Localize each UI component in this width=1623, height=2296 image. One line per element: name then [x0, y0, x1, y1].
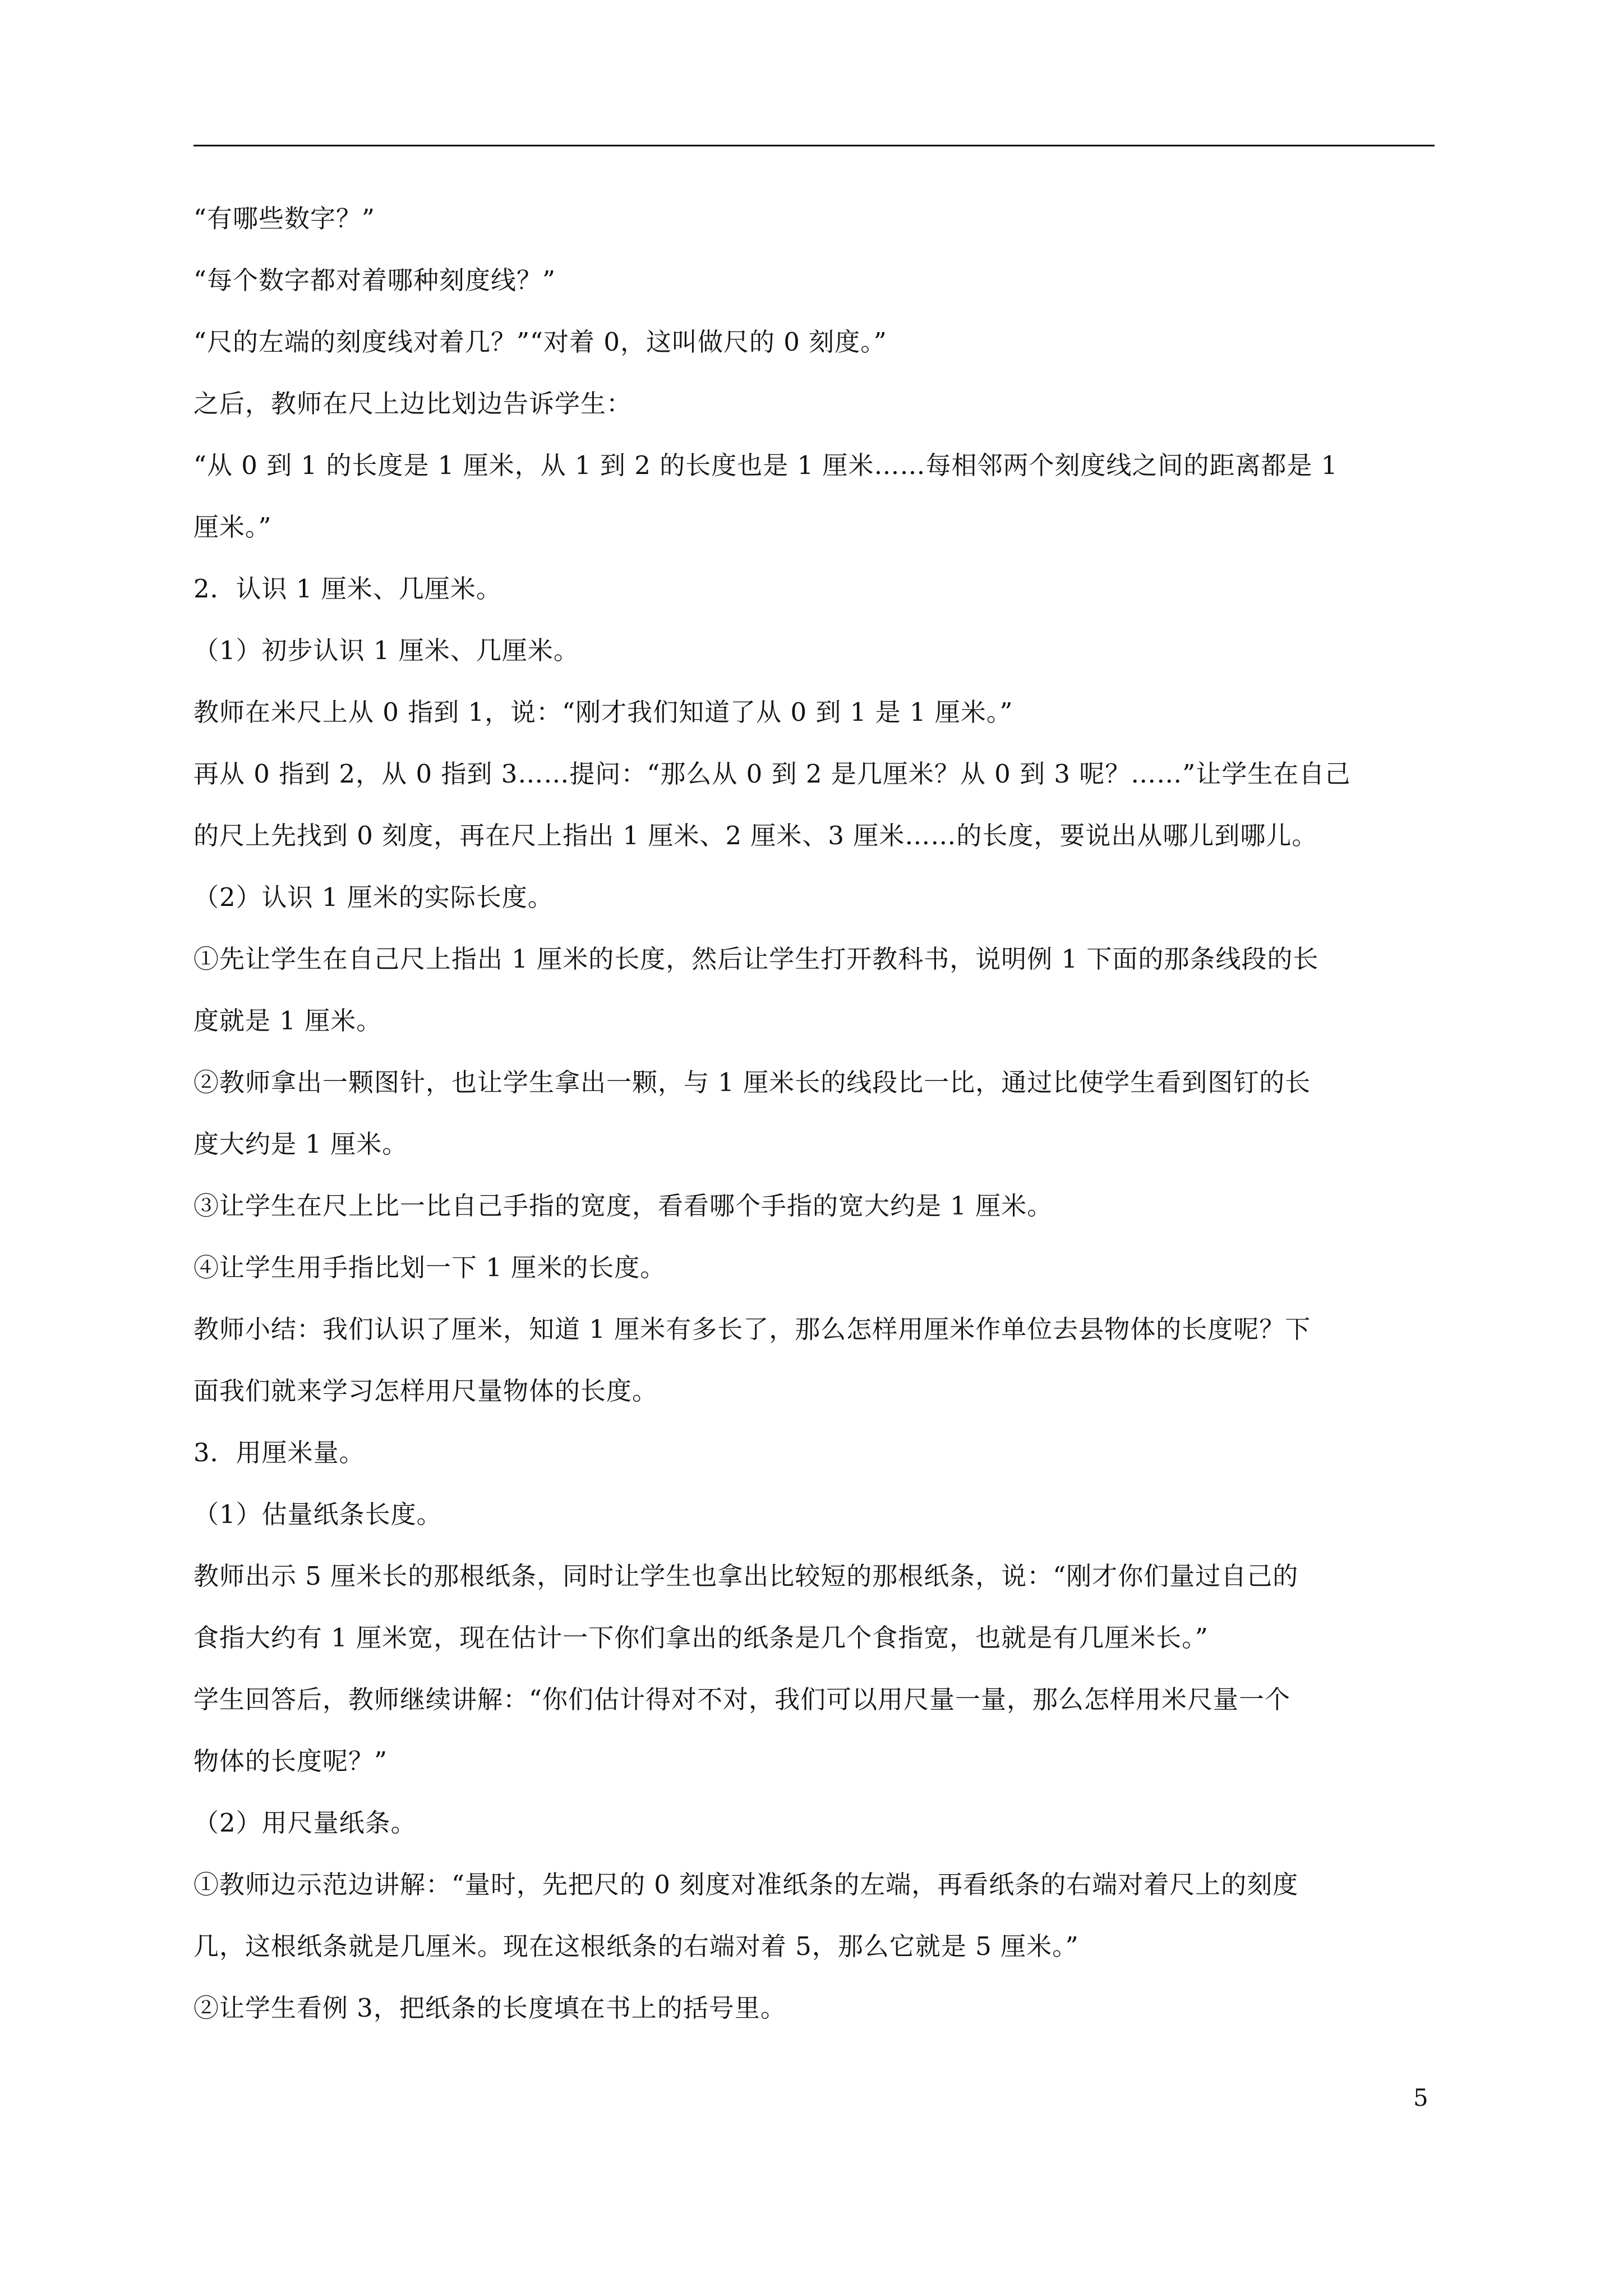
text-line: 学生回答后，教师继续讲解：“你们估计得对不对，我们可以用尺量一量，那么怎样用米尺量一个: [193, 1685, 1291, 1714]
text-line: “尺的左端的刻度线对着几？”“对着 0，这叫做尺的 0 刻度。”: [193, 327, 887, 357]
header-rule: [193, 145, 1435, 146]
text-line: 教师在米尺上从 0 指到 1，说：“刚才我们知道了从 0 到 1 是 1 厘米。”: [193, 697, 1013, 727]
section-heading: 2．认识 1 厘米、几厘米。: [193, 574, 502, 604]
subsection-heading: （1）估量纸条长度。: [193, 1499, 442, 1529]
text-line: ①教师边示范边讲解：“量时，先把尺的 0 刻度对准纸条的左端，再看纸条的右端对着尺上的刻度: [193, 1870, 1299, 1899]
subsection-heading: （2）用尺量纸条。: [193, 1808, 417, 1838]
text-line: 厘米。”: [193, 512, 272, 542]
text-line: ②让学生看例 3，把纸条的长度填在书上的括号里。: [193, 1993, 786, 2023]
text-line: 再从 0 指到 2，从 0 指到 3……提问：“那么从 0 到 2 是几厘米？从 0 到 3 呢？……”让学生在自己: [193, 759, 1351, 789]
text-line: ③让学生在尺上比一比自己手指的宽度，看看哪个手指的宽大约是 1 厘米。: [193, 1191, 1053, 1221]
page-number: 5: [1413, 2084, 1428, 2111]
text-line: 之后，教师在尺上边比划边告诉学生：: [193, 389, 633, 418]
text-line: “有哪些数字？”: [193, 204, 376, 233]
text-line: ②教师拿出一颗图针，也让学生拿出一颗，与 1 厘米长的线段比一比，通过比使学生看到图钉的长: [193, 1068, 1311, 1097]
subsection-heading: （2）认识 1 厘米的实际长度。: [193, 882, 554, 912]
text-line: “每个数字都对着哪种刻度线？”: [193, 265, 556, 295]
text-line: 食指大约有 1 厘米宽，现在估计一下你们拿出的纸条是几个食指宽，也就是有几厘米长。”: [193, 1623, 1209, 1653]
text-line: 教师出示 5 厘米长的那根纸条，同时让学生也拿出比较短的那根纸条，说：“刚才你们量过自己的: [193, 1561, 1299, 1591]
subsection-heading: （1）初步认识 1 厘米、几厘米。: [193, 636, 579, 665]
text-line: 的尺上先找到 0 刻度，再在尺上指出 1 厘米、2 厘米、3 厘米……的长度，要说出从哪儿到哪儿。: [193, 821, 1318, 850]
text-line: “从 0 到 1 的长度是 1 厘米，从 1 到 2 的长度也是 1 厘米……每相邻两个刻度线之间的距离都是 1: [193, 450, 1338, 480]
section-heading: 3．用厘米量。: [193, 1438, 365, 1467]
text-line: 物体的长度呢？”: [193, 1746, 388, 1776]
text-line: 几，这根纸条就是几厘米。现在这根纸条的右端对着 5，那么它就是 5 厘米。”: [193, 1931, 1079, 1961]
text-line: 度大约是 1 厘米。: [193, 1129, 408, 1159]
text-line: 面我们就来学习怎样用尺量物体的长度。: [193, 1376, 658, 1406]
text-line: 度就是 1 厘米。: [193, 1006, 382, 1036]
text-line: ④让学生用手指比划一下 1 厘米的长度。: [193, 1253, 666, 1282]
text-line: ①先让学生在自己尺上指出 1 厘米的长度，然后让学生打开教科书，说明例 1 下面的那条线段的长: [193, 944, 1319, 974]
text-line: 教师小结：我们认识了厘米，知道 1 厘米有多长了，那么怎样用厘米作单位去县物体的长度呢？下: [193, 1314, 1311, 1344]
